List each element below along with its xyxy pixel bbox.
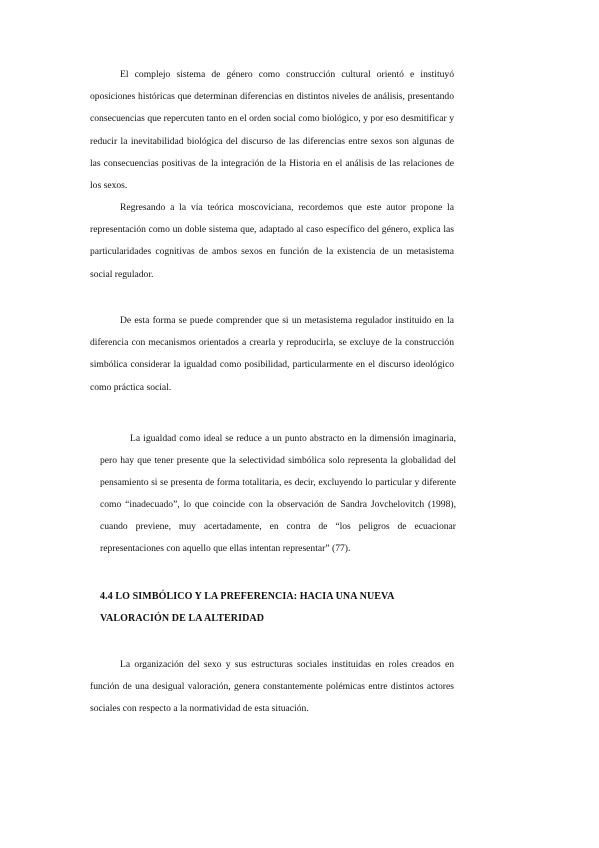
paragraph-moscovici: Regresando a la vía teórica moscoviciana, recordemos que este autor propone la representación como un doble sistema que, adaptado al caso específico del género, explica las particularidades cognitivas de ambos sexos en función de la existencia de un metasistema social regulador. xyxy=(90,202,454,280)
paragraph-equality-quote: La igualdad como ideal se reduce a un punto abstracto en la dimensión imaginaria, pero hay que tener presente que la selectividad simbólica solo representa la globalidad del pensamiento si se presenta de forma totalitaria, es decir, excluyendo lo particular y diferente como “inadecuado”, lo que coincide con la observación de Sandra Jovchelovitch (1998), cuando previene, muy acertadamente, en contra de “los peligros de ecuacionar representaciones con aquello que ellas intentan representar” (77). xyxy=(100,433,456,554)
paragraph-metasystem: De esta forma se puede comprender que si un metasistema regulador instituido en la diferencia con mecanismos orientados a crearla y reproducirla, se excluye de la construcción simbólica considerar la igualdad como posibilidad, particularmente en el discurso ideológico como práctica social. xyxy=(90,315,454,393)
paragraph-gender-system: El complejo sistema de género como construcción cultural orientó e instituyó oposiciones históricas que determinan diferencias en distintos niveles de análisis, presentando consecuencias que repercuten tanto en el orden social como biológico, y por eso desmitificar y reducir la inevitabilidad biológica del discurso de las diferencias entre sexos son algunas de las consecuencias positivas de la integración de la Historia en el análisis de las relaciones de los sexos. xyxy=(90,69,454,192)
paragraph-sex-organization: La organización del sexo y sus estructuras sociales instituidas en roles creados en función de una desigual valoración, genera constantemente polémicas entre distintos actores sociales con respecto a la normatividad de esta situación. xyxy=(90,659,454,715)
section-heading: 4.4 LO SIMBÓLICO Y LA PREFERENCIA: HACIA UNA NUEVA VALORACIÓN DE LA ALTERIDAD xyxy=(100,591,394,624)
